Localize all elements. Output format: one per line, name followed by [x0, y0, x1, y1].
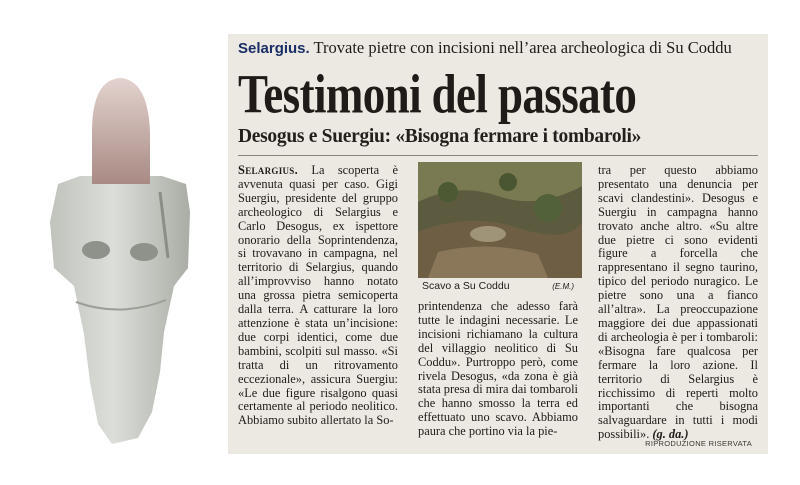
column-1-text: La scoperta è avvenuta quasi per caso. Gigi Suergiu, presidente del gruppo archeologico di Selargius e Carlo Desogus, ex ispettore onorario della Soprintendenza, si trovavano in campagna, nel territorio di Selargius, quando all’improvviso hanno notato una grossa pietra semicoperta dalla terra. A catturare la loro attenzione è stata un’incisione: due corpi identici, come due bambini, scolpiti sul masso. «Si tratta di un ritrovamento eccezionale», assicura Suergiu: «Le due figure risalgono quasi certamente al periodo neolitico. Abbiamo subito allertato la So- [238, 163, 398, 428]
article-column-3 [598, 164, 758, 442]
dateline: Selargius. [238, 163, 299, 177]
article-headline: Testimoni del passato [238, 63, 637, 125]
excavation-photo [418, 162, 582, 278]
column-3-text: tra per questo abbiamo presentato una denuncia per scavi clandestini». Desogus e Suergiu in campagna hanno trovato anche altro. «Su altre due pietre ci sono evidenti figure a forcella che rappresentano il segno taurino, tipico del periodo nuragico. Le pietre sono una a fianco all’altra». La preoccupazione maggiore dei due appassionati di archeologia è per i tombaroli: «Bisogna fare qualcosa per fermare la loro azione. Il territorio di Selargius è ricchissimo di reperti molto importanti che bisogna salvaguardare in tutti i modi possibili». [598, 163, 758, 442]
column-2-text: printendenza che adesso farà tutte le indagini necessarie. Le incisioni richiamano la cultura del villaggio neolitico di Su Coddu». Purtroppo però, come rivela Desogus, «da zona è già stata presa di mira dai tombaroli che hanno smosso la terra ed effettuato uno scavo. Abbiamo paura che portino via la pie- [418, 299, 578, 439]
article-body [238, 162, 758, 454]
article-column-2 [418, 300, 578, 439]
photo-caption [418, 280, 582, 294]
kicker-text: Trovate pietre con incisioni nell’area archeologica di Su Coddu [309, 38, 732, 57]
caption-credit: (E.M.) [552, 282, 574, 291]
article-column-1 [238, 164, 398, 428]
author-signature: (g. da.) [649, 427, 689, 442]
rights-notice: RIPRODUZIONE RISERVATA [645, 439, 752, 448]
article-kicker [238, 38, 758, 59]
caption-title: Scavo a Su Coddu [422, 280, 510, 292]
kicker-place: Selargius. [238, 40, 310, 57]
article-subhead: Desogus e Suergiu: «Bisogna fermare i tombaroli» [238, 126, 642, 147]
statuette-image [40, 72, 200, 452]
newspaper-clipping [228, 34, 768, 454]
divider [238, 155, 758, 156]
